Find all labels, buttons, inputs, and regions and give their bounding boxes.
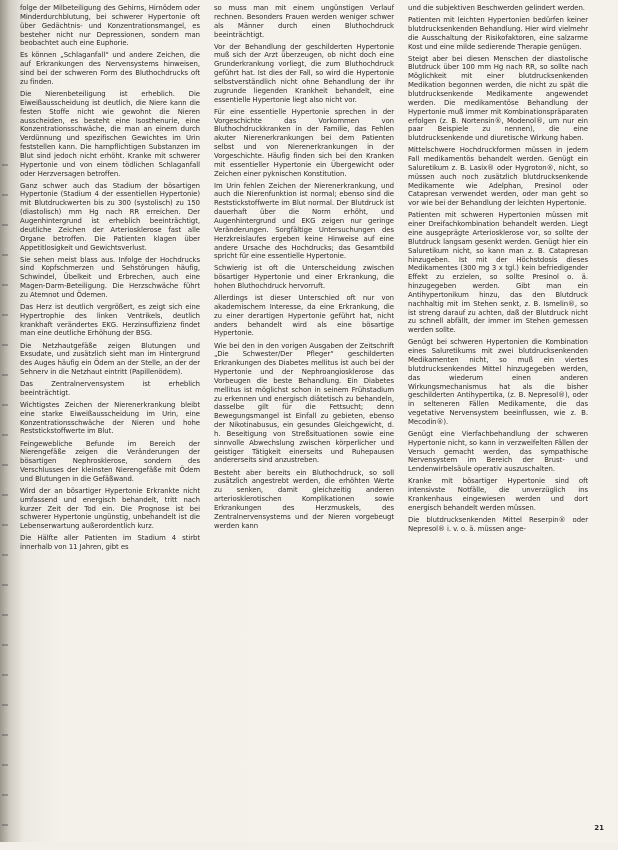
paragraph: Wie bei den in den vorigen Ausgaben der Zeitschrift „Die Schwester/Der Pfleger“ geschilderten Erkrankungen des Diabetes mellitus ist auch bei der Hypertonie und der Nephroangiosklerose das Vorbeugen die beste Behandlung. Ein Diabetes mellitus ist möglichst schon in seinem Frühstadium zu erkennen und energisch diätetisch zu behandeln, dasselbe gilt für die Fettsucht; denn Bewegungsmangel ist Einfall zu gebieten, ebenso der Nikotinabusus, ein gesundes Gleichgewicht, d. h. Beseitigung von Streßsituationen sowie eine sinnvolle Abwechslung zwischen körperlicher und geistiger Tätigkeit einerseits und Ruhepausen andererseits sind anzustreben.: [214, 341, 394, 465]
text-column-middle: [214, 4, 394, 534]
paragraph: Kranke mit bösartiger Hypertonie sind oft intensivste Notfälle, die unverzüglich ins Krankenhaus eingewiesen werden und dort energisch behandelt werden müssen.: [408, 477, 588, 512]
paragraph: Wird der an bösartiger Hypertonie Erkrankte nicht umfassend und energisch behandelt, tritt nach kurzer Zeit der Tod ein. Die Prognose ist bei schwerer Hypertonie ungünstig, unbehandelt ist die Lebenserwartung außerordentlich kurz.: [20, 486, 200, 531]
paragraph: Feingewebliche Befunde im Bereich der Nierengefäße zeigen die Veränderungen der bösartigen Nephrosklerose, sondern des Verschlusses der kleinsten Nierengefäße mit Ödem und Blutungen in die Gefäßwand.: [20, 439, 200, 483]
paragraph: Im Urin fehlen Zeichen der Nierenerkrankung, und auch die Nierenfunktion ist normal; ebenso sind die Reststickstoffwerte im Blut normal. Der Blutdruck ist dauerhaft über die Norm erhöht, und Augenhintergrund und EKG zeigen nur geringe Veränderungen. Sorgfältige Untersuchungen des Herzkreislaufes ergeben keine Hinweise auf eine andere Ursache des Hochdrucks; das Gesamtbild spricht für eine essentielle Hypertonie.: [214, 181, 394, 261]
text-column-left: [20, 4, 200, 555]
paragraph: folge der Milbeteiligung des Gehirns, Hirnödem oder Minderdurchblutung, bei schwerer Hypertonie oft über Gedächtnis- und Konzentrationsmangel, es besteher nicht nur Depressionen, sondern man beobachtet auch eine Euphorie.: [20, 4, 200, 48]
paragraph: Vor der Behandlung der geschilderten Hypertonie muß sich der Arzt überzeugen, ob nicht doch eine Grunderkrankung vorliegt, die zum Bluthochdruck geführt hat. Ist dies der Fall, so wird die Hypertonie selbstverständlich nicht ohne Behandlung der ihr zugrunde liegenden Krankheit behandelt, eine essentielle Hypertonie liegt also nicht vor.: [214, 42, 394, 104]
paragraph: Die Netzhautgefäße zeigen Blutungen und Exsudate, und zusätzlich sieht man im Hintergrund des Auges häufig ein Ödem an der Stelle, an der der Sehnerv in die Netzhaut eintritt (Papillenödem).: [20, 341, 200, 377]
paragraph: Das Herz ist deutlich vergrößert, es zeigt sich eine Hypertrophie des linken Ventrikels, deutlich krankhaft verändertes EKG. Herzinsuffizienz findet man eine deutliche Erhöhung der BSG.: [20, 302, 200, 338]
paragraph: Das Zentralnervensystem ist erheblich beeinträchtigt.: [20, 380, 200, 397]
paragraph: so muss man mit einem ungünstigen Verlauf rechnen. Besonders Frauen werden weniger schwer als Männer durch einen Bluthochdruck beeinträchtigt.: [214, 4, 394, 39]
paragraph: Mittelschwere Hochdruckformen müssen in jedem Fall medikamentös behandelt werden. Genügt ein Saluretikum z. B. Lasix® oder Hygroton®, nicht, so müssen auch noch zusätzlich blutdrucksenkende Medikamente wie Adelphan, Presinol oder Catapresan verwendet werden, oder man geht so vor wie bei der Behandlung der leichten Hypertonie.: [408, 146, 588, 208]
paragraph: Patienten mit schweren Hypertonien müssen mit einer Dreifachkombination behandelt werden. Liegt eine ausgeprägte Arteriosklerose vor, so sollte der Blutdruck langsam gesenkt werden. Genügt hier ein Saluretikum nicht, so kann man z. B. Catapresan hinzugeben. Ist mit der Höchstdosis dieses Medikamentes (300 mg 3 x tgl.) kein befriedigender Effekt zu erzielen, so sollte Presinol o. ä. hinzugegeben werden. Gibt man ein Antihypertonikum hinzu, das den Blutdruck nachhaltig mit im Stehen senkt, z. B. Ismelin®, so ist streng darauf zu achten, daß der Blutdruck nicht zu schnell abfällt, der immer im Stehen gemessen werden sollte.: [408, 211, 588, 335]
paragraph: Schwierig ist oft die Unterscheidung zwischen bösartiger Hypertonie und einer Erkrankung, die hohen Bluthochdruck hervorruft.: [214, 264, 394, 291]
binding-edge-shadow: [2, 150, 8, 850]
paragraph: Besteht aber bereits ein Bluthochdruck, so soll zusätzlich angestrebt werden, die erhöhten Werte zu senken, damit gleichzeitig anderen arteriosklerotischen Komplikationen sowie Erkrankungen des Herzmuskels, des Zentralnervensystems und der Nieren vorgebeugt werden kann: [214, 468, 394, 530]
paragraph: Ganz schwer auch das Stadium der bösartigen Hypertonie (Stadium 4 der essentiellen Hypertonie) mit Blutdruckwerten bis zu 300 (systolisch) zu 150 (diastolisch) mm Hg nach RR erreichen. Der Augenhintergrund ist erheblich beeinträchtigt, deutliche Zeichen der Arteriosklerose fast alle Organe betroffen. Die Patienten klagen über Appetitlosigkeit und Gewichtsverlust.: [20, 181, 200, 252]
paragraph: und die subjektiven Beschwerden gelindert werden.: [408, 4, 585, 12]
paragraph: Genügt bei schweren Hypertonien die Kombination eines Saluretikums mit zwei blutdrucksenkenden Medikamenten nicht, so muß ein viertes blutdrucksenkendes Mittel hinzugegeben werden, das wiederum einen anderen Wirkungsmechanismus hat als die bisher geschilderten Antihypertika, (z. B. Nepresol®), oder in selteneren Fällen Medikamente, die das vegetative Nervensystem beeinflussen, wie z. B. Mecodin®).: [408, 338, 588, 426]
paragraph: Steigt aber bei diesen Menschen der diastolische Blutdruck über 100 mm Hg nach RR, so sollte nach Möglichkeit mit einer blutdrucksenkenden Medikation begonnen werden, die nicht zu spät die blutdrucksenkende Medikamente angewendet werden. Die medikamentöse Behandlung der Hypertonie muß immer mit Kombinationspräparaten erfolgen (z. B. Nortensin®, Modenol®, um nur ein paar Beispiele zu nennen), die eine blutdrucksenkende und diuretische Wirkung haben.: [408, 54, 588, 143]
paragraph: Wichtigstes Zeichen der Nierenerkrankung bleibt eine starke Eiweißausscheidung im Urin, eine Konzentrationsschwäche der Nieren und hohe Reststickstoffwerte im Blut.: [20, 400, 200, 436]
paragraph: Patienten mit leichten Hypertonien bedürfen keiner blutdrucksenkenden Behandlung. Hier wird vielmehr die Ausschaltung der Risikofaktoren, eine salzarme Kost und eine milde sedierende Therapie genügen.: [408, 16, 588, 51]
paragraph: Es können „Schlaganfall“ und andere Zeichen, die auf Erkrankungen des Nervensystems hinweisen, sind bei der schweren Form des Bluthochdrucks oft zu finden.: [20, 51, 200, 86]
text-column-right: [408, 4, 588, 537]
paragraph: Die Hälfte aller Patienten im Stadium 4 stirbt innerhalb von 11 Jahren, gibt es: [20, 534, 200, 552]
paragraph: Für eine essentielle Hypertonie sprechen in der Vorgeschichte das Vorkommen von Bluthochdruckkranken in der Familie, das Fehlen akuter Nierenerkrankungen bei dem Patienten selbst und von Nierenerkrankungen in der Vorgeschichte. Häufig finden sich bei den Kranken mit essentieller Hypertonie ein Übergewicht oder Zeichen einer pyknischen Konstitution.: [214, 107, 394, 178]
paragraph: Genügt eine Vierfachbehandlung der schweren Hypertonie nicht, so kann in verzweifelten Fällen der Versuch gemacht werden, das sympathische Nervensystem im Bereich der Brust- und Lendenwirbelsäule operativ auszuschalten.: [408, 429, 588, 474]
paragraph: Allerdings ist dieser Unterschied oft nur von akademischem Interesse, da eine Erkrankung, die zu einer derartigen Hypertonie geführt hat, nicht anders behandelt wird als eine bösartige Hypertonie.: [214, 294, 394, 338]
paragraph: Die blutdrucksenkenden Mittel Reserpin® oder Nepresol® i. v. o. ä. müssen ange-: [408, 515, 588, 533]
page-number: 21: [594, 824, 604, 832]
paragraph: Die Nierenbeteiligung ist erheblich. Die Eiweißausscheidung ist deutlich, die Niere kann die festen Stoffe nicht wie gewohnt die Nieren ausscheiden, es besteht eine Isosthenurie, eine Konzentrationsschwäche, die man an einem durch Verdünnung und spezifischen Gewichtes im Urin feststellen kann. Die harnpflichtigen Substanzen im Blut sind jedoch nicht erhöht. Kranke mit schwerer Hypertonie und von einem tödlichen Schlaganfall oder Herzversagen betroffen.: [20, 89, 200, 178]
paragraph: Sie sehen meist blass aus. Infolge der Hochdrucks sind Kopfschmerzen und Sehstörungen häufig, Schwindel, Übelkeit und Erbrechen, auch eine Magen-Darm-Beteiligung. Die Herzschwäche führt zu Atemnot und Ödemen.: [20, 255, 200, 299]
